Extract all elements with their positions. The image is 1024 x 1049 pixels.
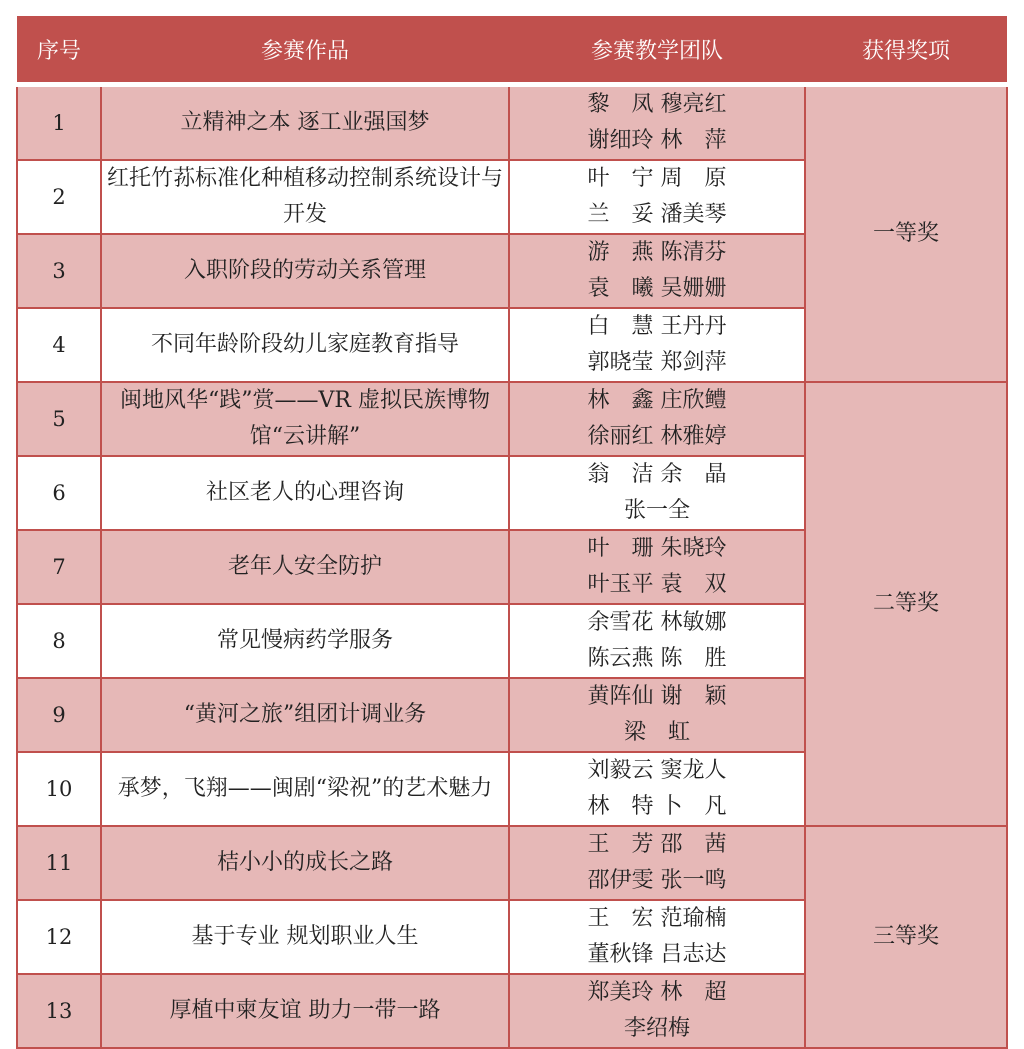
team-line: 邵伊雯 张一鸣 — [587, 868, 727, 893]
team-line: 叶 珊 朱晓玲 — [587, 536, 727, 561]
team-line: 刘毅云 窦龙人 — [587, 758, 727, 783]
work-title: “黄河之旅”组团计调业务 — [101, 678, 509, 752]
header-row — [17, 16, 1007, 85]
team-line: 白 慧 王丹丹 — [587, 314, 727, 339]
team-line: 陈云燕 陈 胜 — [587, 646, 727, 671]
team-line: 郑美玲 林 超 — [587, 980, 727, 1005]
team-line: 黄阵仙 谢 颖 — [587, 684, 727, 709]
row-number: 5 — [17, 382, 101, 456]
award-second-prize: 二等奖 — [805, 382, 1007, 826]
team-line: 谢细玲 林 萍 — [587, 128, 727, 153]
team-line: 梁 虹 — [623, 720, 690, 745]
team-members — [509, 900, 805, 974]
team-line: 李绍梅 — [623, 1016, 690, 1041]
team-line: 郭晓莹 郑剑萍 — [587, 350, 727, 375]
row-number: 11 — [17, 826, 101, 900]
work-title: 承梦，飞翔——闽剧“梁祝”的艺术魅力 — [101, 752, 509, 826]
row-number: 1 — [17, 85, 101, 161]
work-title: 桔小小的成长之路 — [101, 826, 509, 900]
row-number: 8 — [17, 604, 101, 678]
team-line: 董秋锋 吕志达 — [587, 942, 727, 967]
team-line: 王 宏 范瑜楠 — [587, 906, 727, 931]
team-members — [509, 974, 805, 1048]
team-line: 袁 曦 吴姗姗 — [587, 276, 727, 301]
team-members — [509, 604, 805, 678]
team-line: 徐丽红 林雅婷 — [587, 424, 727, 449]
table-row — [17, 826, 1007, 900]
team-line: 林 特 卜 凡 — [587, 794, 727, 819]
row-number: 9 — [17, 678, 101, 752]
team-line: 余雪花 林敏娜 — [587, 610, 727, 635]
work-title: 常见慢病药学服务 — [101, 604, 509, 678]
work-title: 不同年龄阶段幼儿家庭教育指导 — [101, 308, 509, 382]
team-members — [509, 308, 805, 382]
row-number: 2 — [17, 160, 101, 234]
row-number: 3 — [17, 234, 101, 308]
team-members — [509, 456, 805, 530]
team-members — [509, 234, 805, 308]
award-third-prize: 三等奖 — [805, 826, 1007, 1048]
team-line: 游 燕 陈清芬 — [587, 240, 727, 265]
team-line: 黎 凤 穆亮红 — [587, 92, 727, 117]
team-members — [509, 678, 805, 752]
header-no: 序号 — [17, 16, 101, 85]
row-number: 4 — [17, 308, 101, 382]
team-line: 叶玉平 袁 双 — [587, 572, 727, 597]
awards-table — [16, 16, 1008, 1049]
work-title: 闽地风华“践”赏——VR 虚拟民族博物馆“云讲解” — [101, 382, 509, 456]
team-line: 兰 妥 潘美琴 — [587, 202, 727, 227]
team-line: 林 鑫 庄欣鳢 — [587, 388, 727, 413]
team-members — [509, 826, 805, 900]
work-title: 厚植中柬友谊 助力一带一路 — [101, 974, 509, 1048]
team-members — [509, 530, 805, 604]
row-number: 7 — [17, 530, 101, 604]
work-title: 立精神之本 逐工业强国梦 — [101, 85, 509, 161]
team-members — [509, 752, 805, 826]
header-work: 参赛作品 — [101, 16, 509, 85]
team-line: 叶 宁 周 原 — [587, 166, 727, 191]
table-row — [17, 85, 1007, 161]
row-number: 12 — [17, 900, 101, 974]
work-title: 社区老人的心理咨询 — [101, 456, 509, 530]
header-award: 获得奖项 — [805, 16, 1007, 85]
row-number: 13 — [17, 974, 101, 1048]
work-title: 老年人安全防护 — [101, 530, 509, 604]
team-line: 翁 洁 余 晶 — [587, 462, 727, 487]
row-number: 10 — [17, 752, 101, 826]
team-members — [509, 382, 805, 456]
row-number: 6 — [17, 456, 101, 530]
award-first-prize: 一等奖 — [805, 85, 1007, 383]
team-line: 王 芳 邵 茜 — [587, 832, 727, 857]
work-title: 入职阶段的劳动关系管理 — [101, 234, 509, 308]
team-members — [509, 160, 805, 234]
team-line: 张一全 — [623, 498, 690, 523]
header-team: 参赛教学团队 — [509, 16, 805, 85]
table-row — [17, 382, 1007, 456]
work-title: 红托竹荪标准化种植移动控制系统设计与开发 — [101, 160, 509, 234]
team-members — [509, 85, 805, 161]
work-title: 基于专业 规划职业人生 — [101, 900, 509, 974]
